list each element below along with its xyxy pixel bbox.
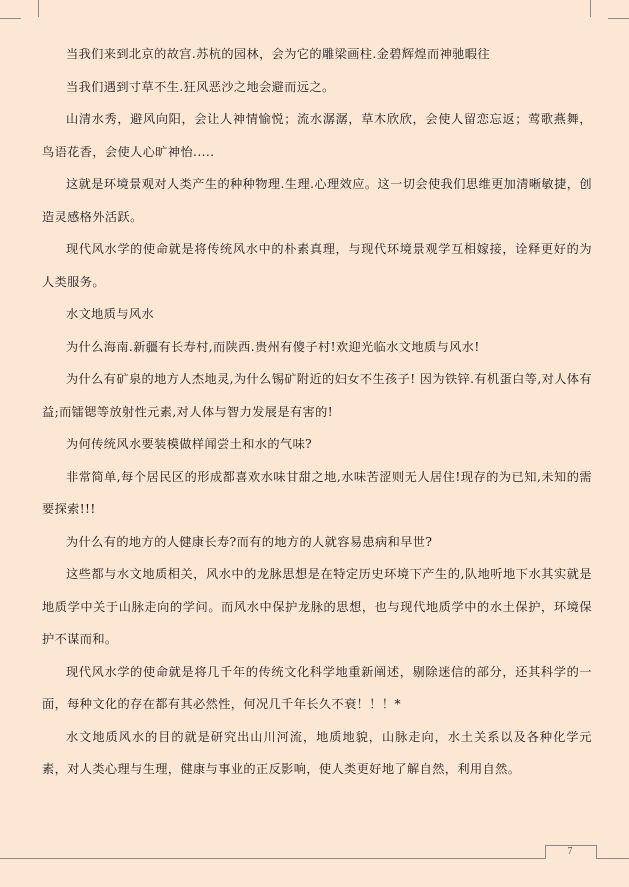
section-heading: 水文地质与风水 [66,307,155,321]
paragraph: 为什么海南.新疆有长寿村,而陕西.贵州有傻子村!欢迎光临水文地质与风水! [66,339,480,354]
paragraph: 当我们遇到寸草不生.狂风恶沙之地会避而远之。 [66,79,335,94]
body-text [42,38,592,786]
paragraph: 现代风水学的使命就是将几千年的传统文化科学地重新阐述，剔除迷信的部分，还其科学的一面，每种文化的存在都有其必然性，何况几千年长久不衰！！！* [42,664,592,711]
paragraph: 为什么有矿泉的地方人杰地灵,为什么锡矿附近的妇女不生孩子! 因为铁锌.有机蛋白等,对人体有益;而镭锶等放射性元素,对人体与智力发展是有害的! [42,372,592,419]
paragraph: 水文地质风水的目的就是研究出山川河流，地质地貌，山脉走向，水土关系以及各种化学元素，对人类心理与生理，健康与事业的正反影响，使人类更好地了解自然，利用自然。 [42,729,592,776]
paragraph: 非常简单,每个居民区的形成都喜欢水味甘甜之地,水味苦涩则无人居住!现存的为已知,未知的需要探索!!! [42,469,592,516]
crop-mark-top-right [590,0,609,17]
paragraph: 山清水秀，避风向阳，会让人神情愉悦；流水潺潺，草木欣欣，会使人留恋忘返；莺歌燕舞，鸟语花香，会使人心旷神怡..... [42,112,592,159]
paragraph: 这就是环境景观对人类产生的种种物理.生理.心理效应。这一切会使我们思维更加清晰敏捷，创造灵感格外活跃。 [42,177,592,224]
crop-mark-top-left [20,0,39,17]
paragraph: 这些都与水文地质相关，风水中的龙脉思想是在特定历史环境下产生的,队地听地下水其实就是地质学中关于山脉走向的学问。而风水中保护龙脉的思想，也与现代地质学中的水土保护，环境保护不谋而和。 [42,567,592,646]
footer-rule [0,858,629,859]
paragraph: 为何传统风水要装模做样闻尝土和水的气味? [66,437,313,451]
paragraph: 当我们来到北京的故宫.苏杭的园林，会为它的雕梁画柱.金碧辉煌而神驰暇往 [66,47,490,61]
paragraph: 为什么有的地方的人健康长寿?而有的地方的人就容易患病和早世? [66,534,433,549]
page-number: 7 [567,846,573,857]
paragraph: 现代风水学的使命就是将传统风水中的朴素真理，与现代环境景观学互相嫁接，诠释更好的为人类服务。 [42,242,592,289]
crop-mark-top-right-horizontal [608,18,629,19]
crop-mark-top-left-horizontal [0,18,21,19]
